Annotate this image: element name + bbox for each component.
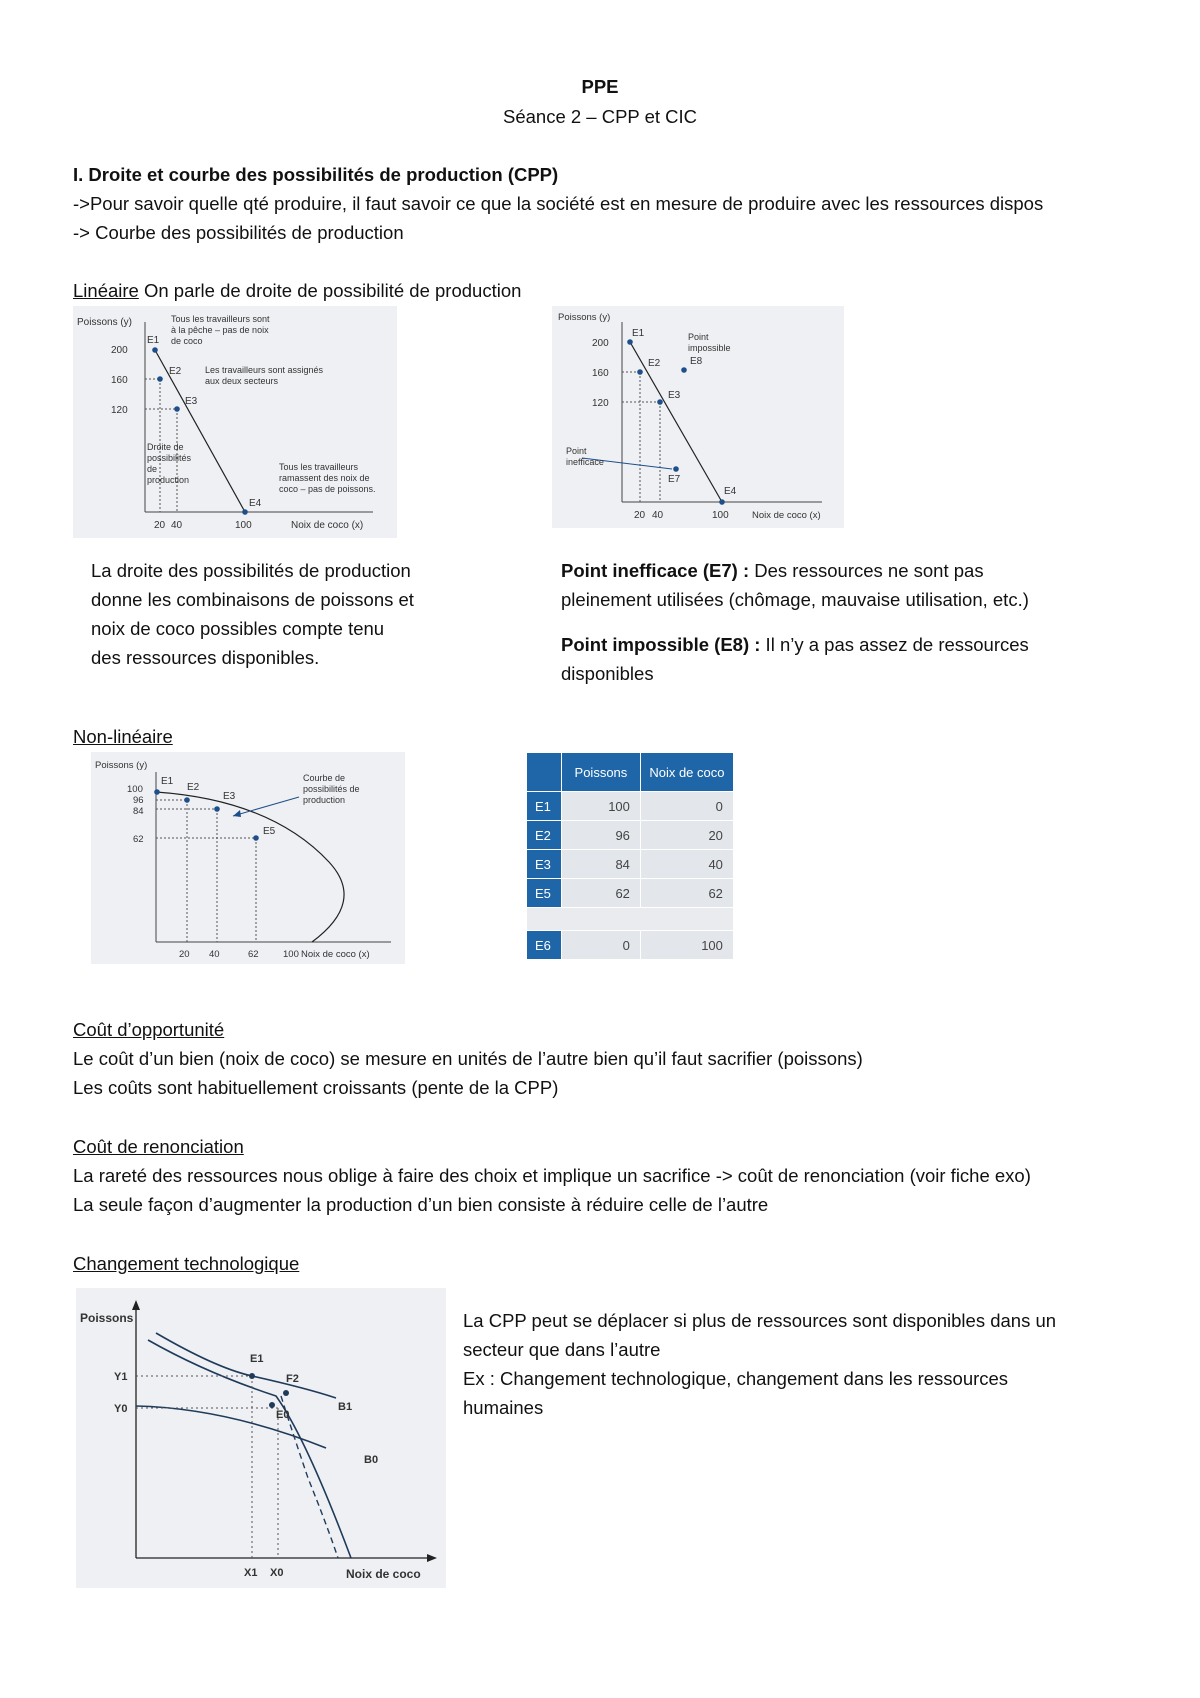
caption-line: La droite des possibilités de production — [91, 560, 411, 581]
table-cell: 96 — [561, 821, 640, 850]
f3-label-e1: E1 — [161, 776, 174, 787]
linear-ppf-points-figure — [552, 306, 844, 528]
f2-ann-impossible: Point — [688, 332, 709, 342]
intro-line-2: -> Courbe des possibilités de production — [73, 222, 404, 243]
ppf-table — [526, 752, 734, 960]
point-e0 — [269, 1402, 275, 1408]
point-e3 — [214, 806, 220, 812]
f1-ytick: 200 — [111, 345, 128, 356]
f1-ann1: à la pêche – pas de noix — [171, 325, 269, 335]
f4-ylabel: Poissons — [80, 1311, 134, 1325]
f1-ytick: 120 — [111, 405, 128, 416]
f2-label-e2: E2 — [648, 358, 661, 369]
f1-ann4: ramassent des noix de — [279, 473, 370, 483]
f2-xtick: 100 — [712, 510, 729, 521]
f1-ann2: aux deux secteurs — [205, 376, 279, 386]
table-header-cell: Poissons — [561, 753, 640, 792]
point-e2 — [637, 369, 643, 375]
f1-xlabel: Noix de coco (x) — [291, 520, 364, 531]
point-e7 — [673, 466, 679, 472]
f1-ann4: Tous les travailleurs — [279, 462, 359, 472]
curve-b1-lower — [148, 1340, 351, 1558]
f2-ytick: 160 — [592, 368, 609, 379]
lineaire-line — [73, 276, 521, 305]
cout-renonciation-label: Coût de renonciation — [73, 1136, 244, 1157]
f3-xtick: 20 — [179, 949, 190, 960]
table-cell: E3 — [527, 850, 562, 879]
f4-ytick: Y0 — [114, 1403, 128, 1415]
f1-label-e1: E1 — [147, 335, 160, 346]
f4-xtick: X0 — [270, 1567, 284, 1579]
tech-change-figure — [76, 1288, 446, 1588]
f3-label-e5: E5 — [263, 826, 276, 837]
imp-line-2: disponibles — [561, 663, 654, 684]
table-header-cell: Noix de coco — [640, 753, 733, 792]
table-cell: 0 — [640, 792, 733, 821]
table-cell: E2 — [527, 821, 562, 850]
f4-label-b0: B0 — [364, 1454, 379, 1466]
f1-ann3: possibilités — [147, 453, 192, 463]
f3-xtick: 40 — [209, 949, 220, 960]
f2-xlabel: Noix de coco (x) — [752, 510, 821, 521]
curved-ppf-line — [156, 792, 344, 942]
f1-ann1: de coco — [171, 336, 203, 346]
f4-label-b1: B1 — [338, 1401, 353, 1413]
f3-ann: Courbe de — [303, 773, 346, 783]
changement-text-line: secteur que dans l’autre — [463, 1339, 661, 1360]
table-row — [527, 792, 734, 821]
f2-xtick: 40 — [652, 510, 664, 521]
f2-label-e3: E3 — [668, 390, 681, 401]
f2-label-e1: E1 — [632, 328, 645, 339]
f3-label-e3: E3 — [223, 791, 236, 802]
cout-renonciation-line-2: La seule façon d’augmenter la production d’un bien consiste à réduire celle de l’autre — [73, 1194, 769, 1215]
table-cell: 62 — [561, 879, 640, 908]
f3-label-e2: E2 — [187, 782, 200, 793]
table-row — [527, 931, 734, 960]
f1-label-e3: E3 — [185, 396, 198, 407]
table-cell: E5 — [527, 879, 562, 908]
f2-label-e7: E7 — [668, 474, 681, 485]
f1-ann3: production — [147, 475, 190, 485]
f2-label-e4: E4 — [724, 486, 737, 497]
f3-ann: possibilités de — [303, 784, 360, 794]
point-e8 — [681, 367, 687, 373]
point-e4 — [719, 499, 725, 505]
f2-ylabel: Poissons (y) — [558, 312, 611, 323]
changement-label: Changement technologique — [73, 1253, 300, 1274]
cout-opportunite-label: Coût d’opportunité — [73, 1019, 225, 1040]
f1-ann1: Tous les travailleurs sont — [171, 314, 270, 324]
changement-text-line: La CPP peut se déplacer si plus de ressources sont disponibles dans un — [463, 1310, 1057, 1331]
table-header-cell — [527, 753, 562, 792]
table-cell: E6 — [527, 931, 562, 960]
table-row — [527, 850, 734, 879]
f2-label-e8: E8 — [690, 356, 703, 367]
point-e2 — [157, 376, 163, 382]
f3-ytick: 100 — [127, 784, 143, 795]
f1-ann2: Les travailleurs sont assignés — [205, 365, 324, 375]
cout-renonciation-line-1: La rareté des ressources nous oblige à faire des choix et implique un sacrifice -> coût de renonciation (voir fiche exo) — [73, 1165, 1031, 1186]
point-e2 — [184, 797, 190, 803]
linear-ppf-figure — [73, 306, 397, 538]
intro-line-1: ->Pour savoir quelle qté produire, il faut savoir ce que la société est en mesure de produire avec les ressources dispos — [73, 193, 1044, 214]
changement-text-line: Ex : Changement technologique, changement dans les ressources — [463, 1368, 1009, 1389]
f1-ann3: Droite de — [147, 442, 184, 452]
f2-ytick: 200 — [592, 338, 609, 349]
point-e4 — [242, 509, 248, 515]
f4-label-f2: F2 — [286, 1373, 299, 1385]
f1-label-e4: E4 — [249, 498, 262, 509]
f4-xlabel: Noix de coco — [346, 1567, 421, 1581]
f1-xtick: 40 — [171, 520, 183, 531]
ineff-text: Des ressources ne sont pas — [749, 560, 984, 581]
f3-xlabel: Noix de coco (x) — [301, 949, 370, 960]
f2-ann-inefficace: Point — [566, 446, 587, 456]
point-e1 — [627, 339, 633, 345]
f1-label-e2: E2 — [169, 366, 182, 377]
table-cell: 20 — [640, 821, 733, 850]
table-row — [527, 879, 734, 908]
cout-opportunite-line-2: Les coûts sont habituellement croissants (pente de la CPP) — [73, 1077, 559, 1098]
f1-ann4: coco – pas de poissons. — [279, 484, 376, 494]
curve-b0 — [136, 1406, 326, 1448]
table-cell: 84 — [561, 850, 640, 879]
f2-xtick: 20 — [634, 510, 646, 521]
curve-b1 — [156, 1333, 336, 1398]
f3-ytick: 96 — [133, 795, 144, 806]
ineff-line-2: pleinement utilisées (chômage, mauvaise utilisation, etc.) — [561, 589, 1029, 610]
changement-text-line: humaines — [463, 1397, 544, 1418]
cout-opportunite-line-1: Le coût d’un bien (noix de coco) se mesure en unités de l’autre bien qu’il faut sacrifier (poissons) — [73, 1048, 863, 1069]
f1-ann3: de — [147, 464, 158, 474]
f4-label-e0: E0 — [276, 1409, 290, 1421]
nonlineaire-label: Non-linéaire — [73, 726, 173, 747]
imp-label: Point impossible (E8) : — [561, 634, 761, 655]
table-cell: E1 — [527, 792, 562, 821]
table-cell: 100 — [561, 792, 640, 821]
caption-line: donne les combinaisons de poissons et — [91, 589, 414, 610]
table-row — [527, 821, 734, 850]
lineaire-label: Linéaire — [73, 280, 139, 301]
section-heading: I. Droite et courbe des possibilités de production (CPP) — [73, 164, 559, 185]
ppf-table-wrap — [526, 752, 734, 960]
ineff-label: Point inefficace (E7) : — [561, 560, 750, 581]
point-e3 — [657, 399, 663, 405]
point-e5 — [253, 835, 259, 841]
page-title: PPE — [581, 76, 619, 97]
table-gap-row — [527, 908, 734, 931]
f4-xtick: X1 — [244, 1567, 258, 1579]
table-cell: 0 — [561, 931, 640, 960]
caption-line: des ressources disponibles. — [91, 647, 320, 668]
f2-ytick: 120 — [592, 398, 609, 409]
f4-label-e1: E1 — [250, 1353, 264, 1365]
imp-text: Il n’y a pas assez de ressources — [760, 634, 1029, 655]
table-cell: 100 — [640, 931, 733, 960]
point-e1 — [154, 789, 160, 795]
lineaire-rest: On parle de droite de possibilité de production — [138, 280, 522, 301]
table-cell: 62 — [640, 879, 733, 908]
curved-ppf-figure — [91, 752, 405, 964]
f3-ann: production — [303, 795, 346, 805]
f2-ann-inefficace: inefficace — [566, 457, 604, 467]
point-f2 — [283, 1390, 289, 1396]
f4-ytick: Y1 — [114, 1371, 128, 1383]
f3-ylabel: Poissons (y) — [95, 760, 148, 771]
table-header-row — [527, 753, 734, 792]
f1-xtick: 100 — [235, 520, 252, 531]
f3-xtick: 62 — [248, 949, 259, 960]
f3-xtick: 100 — [283, 949, 299, 960]
shifted-ppf-dashed — [281, 1396, 338, 1558]
table-cell: 40 — [640, 850, 733, 879]
f1-xtick: 20 — [154, 520, 166, 531]
caption-line: noix de coco possibles compte tenu — [91, 618, 385, 639]
f1-ylabel: Poissons (y) — [77, 317, 133, 328]
f3-ytick: 84 — [133, 806, 144, 817]
page-subtitle: Séance 2 – CPP et CIC — [502, 106, 697, 127]
point-e3 — [174, 406, 180, 412]
point-e1 — [249, 1373, 255, 1379]
f2-ann-impossible: impossible — [688, 343, 731, 353]
f3-ytick: 62 — [133, 834, 144, 845]
ineff-line-1 — [561, 556, 984, 585]
imp-line-1 — [561, 630, 1029, 659]
point-e1 — [152, 347, 158, 353]
f1-ytick: 160 — [111, 375, 128, 386]
